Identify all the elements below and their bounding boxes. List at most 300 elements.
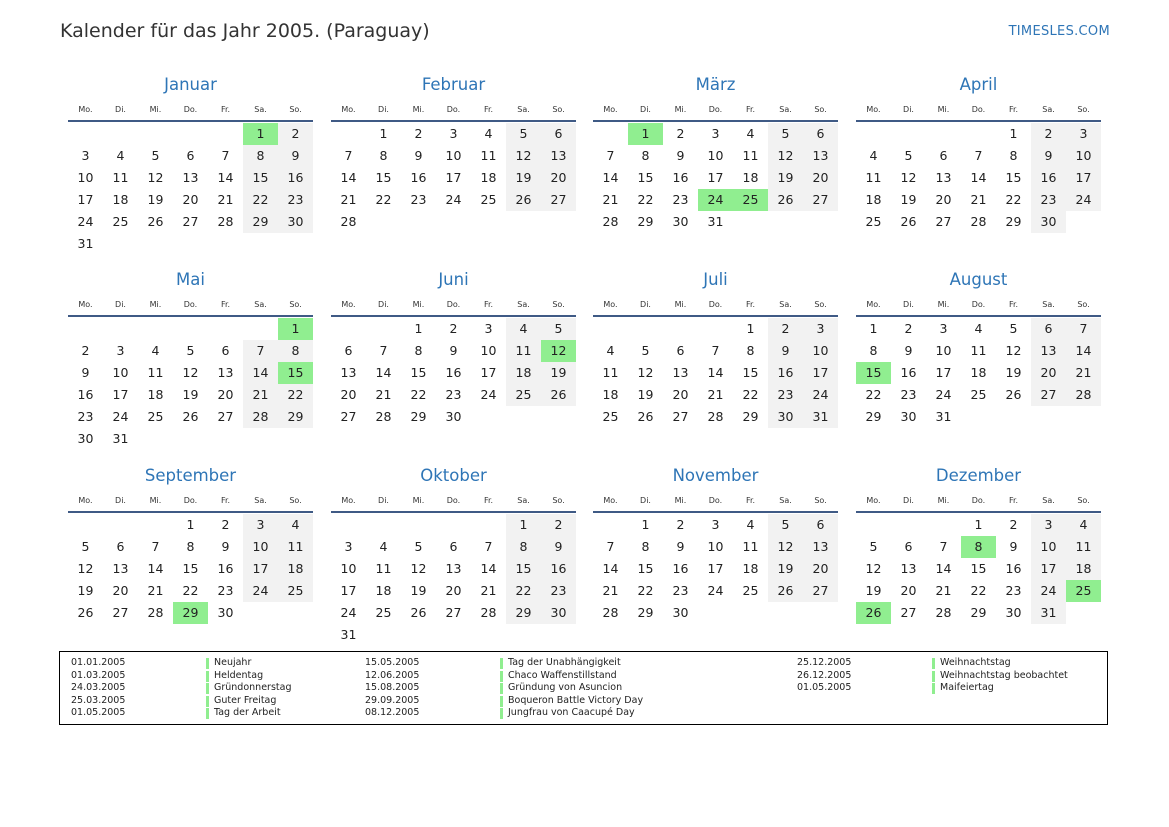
day-cell: 11 — [147, 365, 164, 380]
weekday-label: So. — [814, 105, 827, 114]
day-cell: 25 — [375, 605, 392, 620]
day-cell: 16 — [672, 170, 689, 185]
day-cell: 4 — [1066, 514, 1101, 536]
day-cell: 13 — [672, 365, 689, 380]
day-cell: 13 — [445, 561, 462, 576]
holiday-day-cell: 15 — [856, 362, 891, 384]
day-cell: 4 — [746, 126, 755, 141]
day-cell: 3 — [1066, 123, 1101, 145]
weekday-header — [68, 298, 313, 312]
day-cell: 21 — [602, 583, 619, 598]
day-cell: 17 — [803, 362, 838, 384]
weekday-label: Mo. — [603, 300, 618, 309]
day-cell: 24 — [243, 580, 278, 602]
day-cell: 5 — [768, 514, 803, 536]
holiday-day-cell: 29 — [173, 602, 208, 624]
day-cell: 23 — [217, 583, 234, 598]
day-cell: 29 — [410, 409, 427, 424]
legend-row — [797, 657, 1068, 670]
site-link[interactable]: TIMESLES.COM — [1008, 24, 1110, 39]
day-cell: 1 — [641, 517, 650, 532]
day-cell: 9 — [414, 148, 423, 163]
weekday-label: Sa. — [779, 496, 792, 505]
day-cell: 3 — [449, 126, 458, 141]
weekday-label: Mi. — [412, 105, 425, 114]
weekday-header — [593, 103, 838, 117]
day-grid — [593, 123, 838, 233]
day-cell: 31 — [803, 406, 838, 428]
holiday-name: Gründonnerstag — [214, 682, 292, 694]
day-cell: 9 — [221, 539, 230, 554]
day-cell: 21 — [243, 384, 278, 406]
day-cell: 21 — [935, 583, 952, 598]
day-cell: 12 — [1005, 343, 1022, 358]
weekday-label: So. — [1077, 496, 1090, 505]
weekday-label: Sa. — [1042, 300, 1055, 309]
month-name: März — [695, 75, 736, 94]
day-cell: 16 — [900, 365, 917, 380]
weekday-label: So. — [552, 300, 565, 309]
day-cell: 13 — [340, 365, 357, 380]
holiday-color-marker — [932, 658, 935, 669]
month-divider — [856, 511, 1101, 513]
day-cell: 12 — [410, 561, 427, 576]
month-name: Mai — [176, 270, 205, 289]
month-divider — [593, 120, 838, 122]
day-cell: 17 — [935, 365, 952, 380]
day-cell: 12 — [768, 145, 803, 167]
day-cell: 5 — [414, 539, 423, 554]
empty-cell — [926, 123, 961, 145]
day-cell: 15 — [637, 170, 654, 185]
month-oktober — [331, 465, 576, 646]
day-cell: 27 — [340, 409, 357, 424]
weekday-label: Di. — [378, 105, 389, 114]
day-cell: 18 — [970, 365, 987, 380]
day-cell: 23 — [1005, 583, 1022, 598]
day-cell: 12 — [77, 561, 94, 576]
weekday-header — [856, 298, 1101, 312]
day-grid — [68, 514, 313, 624]
legend-row — [71, 682, 291, 695]
day-cell: 19 — [506, 167, 541, 189]
day-cell: 17 — [340, 583, 357, 598]
day-grid — [856, 123, 1101, 233]
day-cell: 21 — [970, 192, 987, 207]
holiday-name: Neujahr — [214, 657, 252, 668]
day-cell: 20 — [803, 558, 838, 580]
empty-cell — [138, 514, 173, 536]
day-cell: 6 — [939, 148, 948, 163]
weekday-label: Do. — [183, 300, 198, 309]
day-cell: 10 — [340, 561, 357, 576]
day-cell: 30 — [672, 214, 689, 229]
day-cell: 21 — [602, 192, 619, 207]
day-cell: 20 — [445, 583, 462, 598]
day-cell: 26 — [1005, 387, 1022, 402]
page-title: Kalender für das Jahr 2005. (Paraguay) — [60, 20, 430, 42]
empty-cell — [698, 318, 733, 340]
day-grid — [68, 123, 313, 255]
empty-cell — [593, 123, 628, 145]
weekday-label: Di. — [115, 105, 126, 114]
holiday-day-cell: 25 — [733, 189, 768, 211]
weekday-label: Sa. — [517, 496, 530, 505]
day-cell: 19 — [182, 387, 199, 402]
day-cell: 7 — [939, 539, 948, 554]
holiday-color-marker — [206, 696, 209, 707]
day-cell: 1 — [869, 321, 878, 336]
day-cell: 5 — [541, 318, 576, 340]
weekday-label: Sa. — [779, 300, 792, 309]
day-cell: 18 — [1066, 558, 1101, 580]
empty-cell — [243, 318, 278, 340]
day-cell: 4 — [278, 514, 313, 536]
month-name: Oktober — [420, 466, 487, 485]
day-cell: 24 — [803, 384, 838, 406]
day-cell: 13 — [803, 145, 838, 167]
day-cell: 11 — [970, 343, 987, 358]
day-cell: 5 — [904, 148, 913, 163]
weekday-label: Mi. — [937, 496, 950, 505]
weekday-header — [68, 103, 313, 117]
holiday-date: 24.03.2005 — [71, 682, 126, 694]
holiday-name: Gründung von Asuncion — [508, 682, 623, 694]
month-dezember — [856, 465, 1101, 624]
day-cell: 7 — [379, 343, 388, 358]
day-cell: 11 — [742, 148, 759, 163]
month-februar — [331, 74, 576, 233]
day-cell: 10 — [707, 148, 724, 163]
weekday-header — [593, 494, 838, 508]
day-cell: 25 — [480, 192, 497, 207]
day-cell: 26 — [768, 580, 803, 602]
day-cell: 27 — [935, 214, 952, 229]
day-cell: 9 — [676, 539, 685, 554]
weekday-label: Do. — [971, 496, 986, 505]
empty-cell — [628, 318, 663, 340]
empty-cell — [366, 514, 401, 536]
day-cell: 23 — [672, 583, 689, 598]
weekday-label: Mo. — [341, 300, 356, 309]
weekday-label: Fr. — [220, 496, 231, 505]
day-cell: 28 — [935, 605, 952, 620]
weekday-label: Fr. — [745, 300, 756, 309]
day-cell: 3 — [711, 126, 720, 141]
day-cell: 6 — [541, 123, 576, 145]
day-cell: 16 — [77, 387, 94, 402]
holiday-name: Weihnachtstag — [940, 657, 1011, 668]
day-cell: 7 — [606, 148, 615, 163]
empty-cell — [663, 318, 698, 340]
day-cell: 5 — [1009, 321, 1018, 336]
month-juli — [593, 269, 838, 428]
weekday-label: Do. — [446, 496, 461, 505]
day-grid — [331, 123, 576, 233]
day-cell: 27 — [217, 409, 234, 424]
holiday-date: 26.12.2005 — [797, 669, 852, 681]
weekday-label: Fr. — [1008, 105, 1019, 114]
day-cell: 28 — [375, 409, 392, 424]
day-cell: 13 — [935, 170, 952, 185]
day-cell: 2 — [676, 517, 685, 532]
legend-column — [797, 657, 1068, 695]
day-cell: 3 — [1031, 514, 1066, 536]
day-cell: 5 — [641, 343, 650, 358]
empty-cell — [366, 318, 401, 340]
empty-cell — [593, 318, 628, 340]
weekday-label: Do. — [183, 105, 198, 114]
month-divider — [68, 120, 313, 122]
day-cell: 29 — [243, 211, 278, 233]
day-cell: 15 — [506, 558, 541, 580]
day-cell: 28 — [970, 214, 987, 229]
day-cell: 18 — [865, 192, 882, 207]
day-cell: 27 — [900, 605, 917, 620]
day-cell: 22 — [742, 387, 759, 402]
holiday-day-cell: 1 — [628, 123, 663, 145]
weekday-header — [856, 103, 1101, 117]
day-cell: 4 — [606, 343, 615, 358]
day-cell: 22 — [637, 583, 654, 598]
day-cell: 16 — [672, 561, 689, 576]
day-cell: 1 — [746, 321, 755, 336]
day-cell: 20 — [1031, 362, 1066, 384]
day-cell: 24 — [707, 583, 724, 598]
day-cell: 10 — [112, 365, 129, 380]
holiday-date: 25.12.2005 — [797, 657, 852, 668]
day-cell: 24 — [445, 192, 462, 207]
day-cell: 2 — [541, 514, 576, 536]
weekday-label: Do. — [708, 300, 723, 309]
day-cell: 29 — [506, 602, 541, 624]
day-cell: 28 — [217, 214, 234, 229]
month-mai — [68, 269, 313, 450]
day-cell: 30 — [768, 406, 803, 428]
weekday-label: Fr. — [1008, 300, 1019, 309]
day-cell: 1 — [414, 321, 423, 336]
day-cell: 15 — [637, 561, 654, 576]
day-cell: 25 — [742, 583, 759, 598]
legend-row — [365, 682, 643, 695]
legend-row — [365, 670, 643, 683]
day-cell: 21 — [340, 192, 357, 207]
day-cell: 30 — [278, 211, 313, 233]
day-cell: 12 — [637, 365, 654, 380]
day-cell: 16 — [217, 561, 234, 576]
holiday-day-cell: 26 — [856, 602, 891, 624]
holiday-color-marker — [500, 708, 503, 719]
weekday-label: Mi. — [149, 300, 162, 309]
holiday-day-cell: 15 — [278, 362, 313, 384]
holiday-color-marker — [206, 671, 209, 682]
day-cell: 1 — [1009, 126, 1018, 141]
day-cell: 22 — [865, 387, 882, 402]
weekday-label: Fr. — [483, 105, 494, 114]
day-cell: 11 — [480, 148, 497, 163]
day-cell: 26 — [77, 605, 94, 620]
month-name: Juni — [438, 270, 469, 289]
weekday-header — [68, 494, 313, 508]
weekday-label: Sa. — [254, 105, 267, 114]
day-cell: 27 — [1031, 384, 1066, 406]
day-cell: 21 — [480, 583, 497, 598]
day-cell: 10 — [77, 170, 94, 185]
day-cell: 6 — [116, 539, 125, 554]
day-cell: 20 — [672, 387, 689, 402]
day-cell: 23 — [900, 387, 917, 402]
day-cell: 5 — [186, 343, 195, 358]
holiday-day-cell: 12 — [541, 340, 576, 362]
day-cell: 27 — [182, 214, 199, 229]
month-name: Dezember — [935, 466, 1022, 485]
holiday-date: 01.05.2005 — [797, 682, 852, 694]
legend-row — [71, 670, 291, 683]
day-cell: 1 — [974, 517, 983, 532]
day-cell: 25 — [147, 409, 164, 424]
empty-cell — [593, 514, 628, 536]
day-cell: 14 — [970, 170, 987, 185]
day-cell: 9 — [676, 148, 685, 163]
day-cell: 2 — [81, 343, 90, 358]
holiday-color-marker — [932, 683, 935, 694]
empty-cell — [173, 318, 208, 340]
month-divider — [331, 315, 576, 317]
day-cell: 7 — [484, 539, 493, 554]
weekday-label: Mo. — [341, 496, 356, 505]
weekday-label: Mo. — [866, 300, 881, 309]
day-cell: 25 — [602, 409, 619, 424]
day-cell: 25 — [865, 214, 882, 229]
weekday-label: Mi. — [674, 496, 687, 505]
day-cell: 23 — [768, 384, 803, 406]
day-cell: 11 — [506, 340, 541, 362]
day-cell: 19 — [637, 387, 654, 402]
legend-row — [797, 682, 1068, 695]
empty-cell — [436, 514, 471, 536]
holiday-day-cell: 24 — [698, 189, 733, 211]
legend-row — [365, 707, 643, 720]
weekday-label: Mo. — [866, 496, 881, 505]
weekday-label: Fr. — [745, 496, 756, 505]
month-name: September — [144, 466, 237, 485]
day-cell: 4 — [869, 148, 878, 163]
day-cell: 31 — [1031, 602, 1066, 624]
weekday-label: Sa. — [517, 105, 530, 114]
day-cell: 30 — [672, 605, 689, 620]
day-cell: 6 — [221, 343, 230, 358]
day-cell: 5 — [151, 148, 160, 163]
weekday-label: Sa. — [1042, 496, 1055, 505]
day-cell: 20 — [935, 192, 952, 207]
day-cell: 14 — [217, 170, 234, 185]
day-cell: 2 — [904, 321, 913, 336]
day-cell: 19 — [541, 362, 576, 384]
month-name: August — [949, 270, 1008, 289]
weekday-label: So. — [289, 300, 302, 309]
day-cell: 8 — [746, 343, 755, 358]
empty-cell — [856, 514, 891, 536]
day-cell: 22 — [970, 583, 987, 598]
day-grid — [331, 514, 576, 646]
month-divider — [593, 315, 838, 317]
day-cell: 8 — [414, 343, 423, 358]
day-cell: 29 — [278, 406, 313, 428]
empty-cell — [471, 514, 506, 536]
holiday-color-marker — [206, 683, 209, 694]
day-cell: 14 — [375, 365, 392, 380]
day-cell: 30 — [1031, 211, 1066, 233]
day-cell: 25 — [506, 384, 541, 406]
weekday-label: Fr. — [220, 300, 231, 309]
empty-cell — [103, 123, 138, 145]
weekday-label: Mi. — [937, 105, 950, 114]
day-cell: 23 — [445, 387, 462, 402]
day-cell: 18 — [112, 192, 129, 207]
day-cell: 7 — [1066, 318, 1101, 340]
day-cell: 4 — [116, 148, 125, 163]
weekday-label: Di. — [115, 300, 126, 309]
weekday-label: Mo. — [341, 105, 356, 114]
weekday-label: Sa. — [1042, 105, 1055, 114]
holiday-date: 01.01.2005 — [71, 657, 126, 668]
weekday-label: Fr. — [745, 105, 756, 114]
day-cell: 7 — [711, 343, 720, 358]
day-cell: 31 — [935, 409, 952, 424]
day-cell: 30 — [217, 605, 234, 620]
weekday-label: So. — [289, 105, 302, 114]
month-name: Juli — [703, 270, 728, 289]
holiday-legend — [59, 651, 1108, 725]
holiday-day-cell: 1 — [243, 123, 278, 145]
empty-cell — [103, 514, 138, 536]
day-cell: 2 — [768, 318, 803, 340]
day-cell: 20 — [340, 387, 357, 402]
holiday-date: 08.12.2005 — [365, 707, 420, 719]
day-cell: 26 — [147, 214, 164, 229]
day-cell: 19 — [768, 558, 803, 580]
weekday-label: Do. — [708, 105, 723, 114]
day-cell: 7 — [151, 539, 160, 554]
empty-cell — [331, 123, 366, 145]
day-cell: 4 — [151, 343, 160, 358]
day-cell: 14 — [480, 561, 497, 576]
day-cell: 11 — [865, 170, 882, 185]
weekday-label: Sa. — [254, 496, 267, 505]
weekday-label: Mi. — [412, 496, 425, 505]
empty-cell — [138, 123, 173, 145]
day-cell: 8 — [869, 343, 878, 358]
day-cell: 17 — [480, 365, 497, 380]
weekday-label: Fr. — [1008, 496, 1019, 505]
day-cell: 22 — [278, 384, 313, 406]
month-divider — [68, 315, 313, 317]
day-cell: 4 — [974, 321, 983, 336]
day-cell: 22 — [410, 387, 427, 402]
weekday-label: Mo. — [78, 496, 93, 505]
day-cell: 9 — [541, 536, 576, 558]
day-cell: 31 — [340, 627, 357, 642]
day-cell: 4 — [379, 539, 388, 554]
day-cell: 25 — [112, 214, 129, 229]
holiday-name: Boqueron Battle Victory Day — [508, 694, 644, 706]
day-cell: 25 — [278, 580, 313, 602]
month-september — [68, 465, 313, 624]
holiday-name: Chaco Waffenstillstand — [508, 669, 617, 681]
day-cell: 27 — [541, 189, 576, 211]
weekday-header — [331, 494, 576, 508]
day-cell: 27 — [445, 605, 462, 620]
